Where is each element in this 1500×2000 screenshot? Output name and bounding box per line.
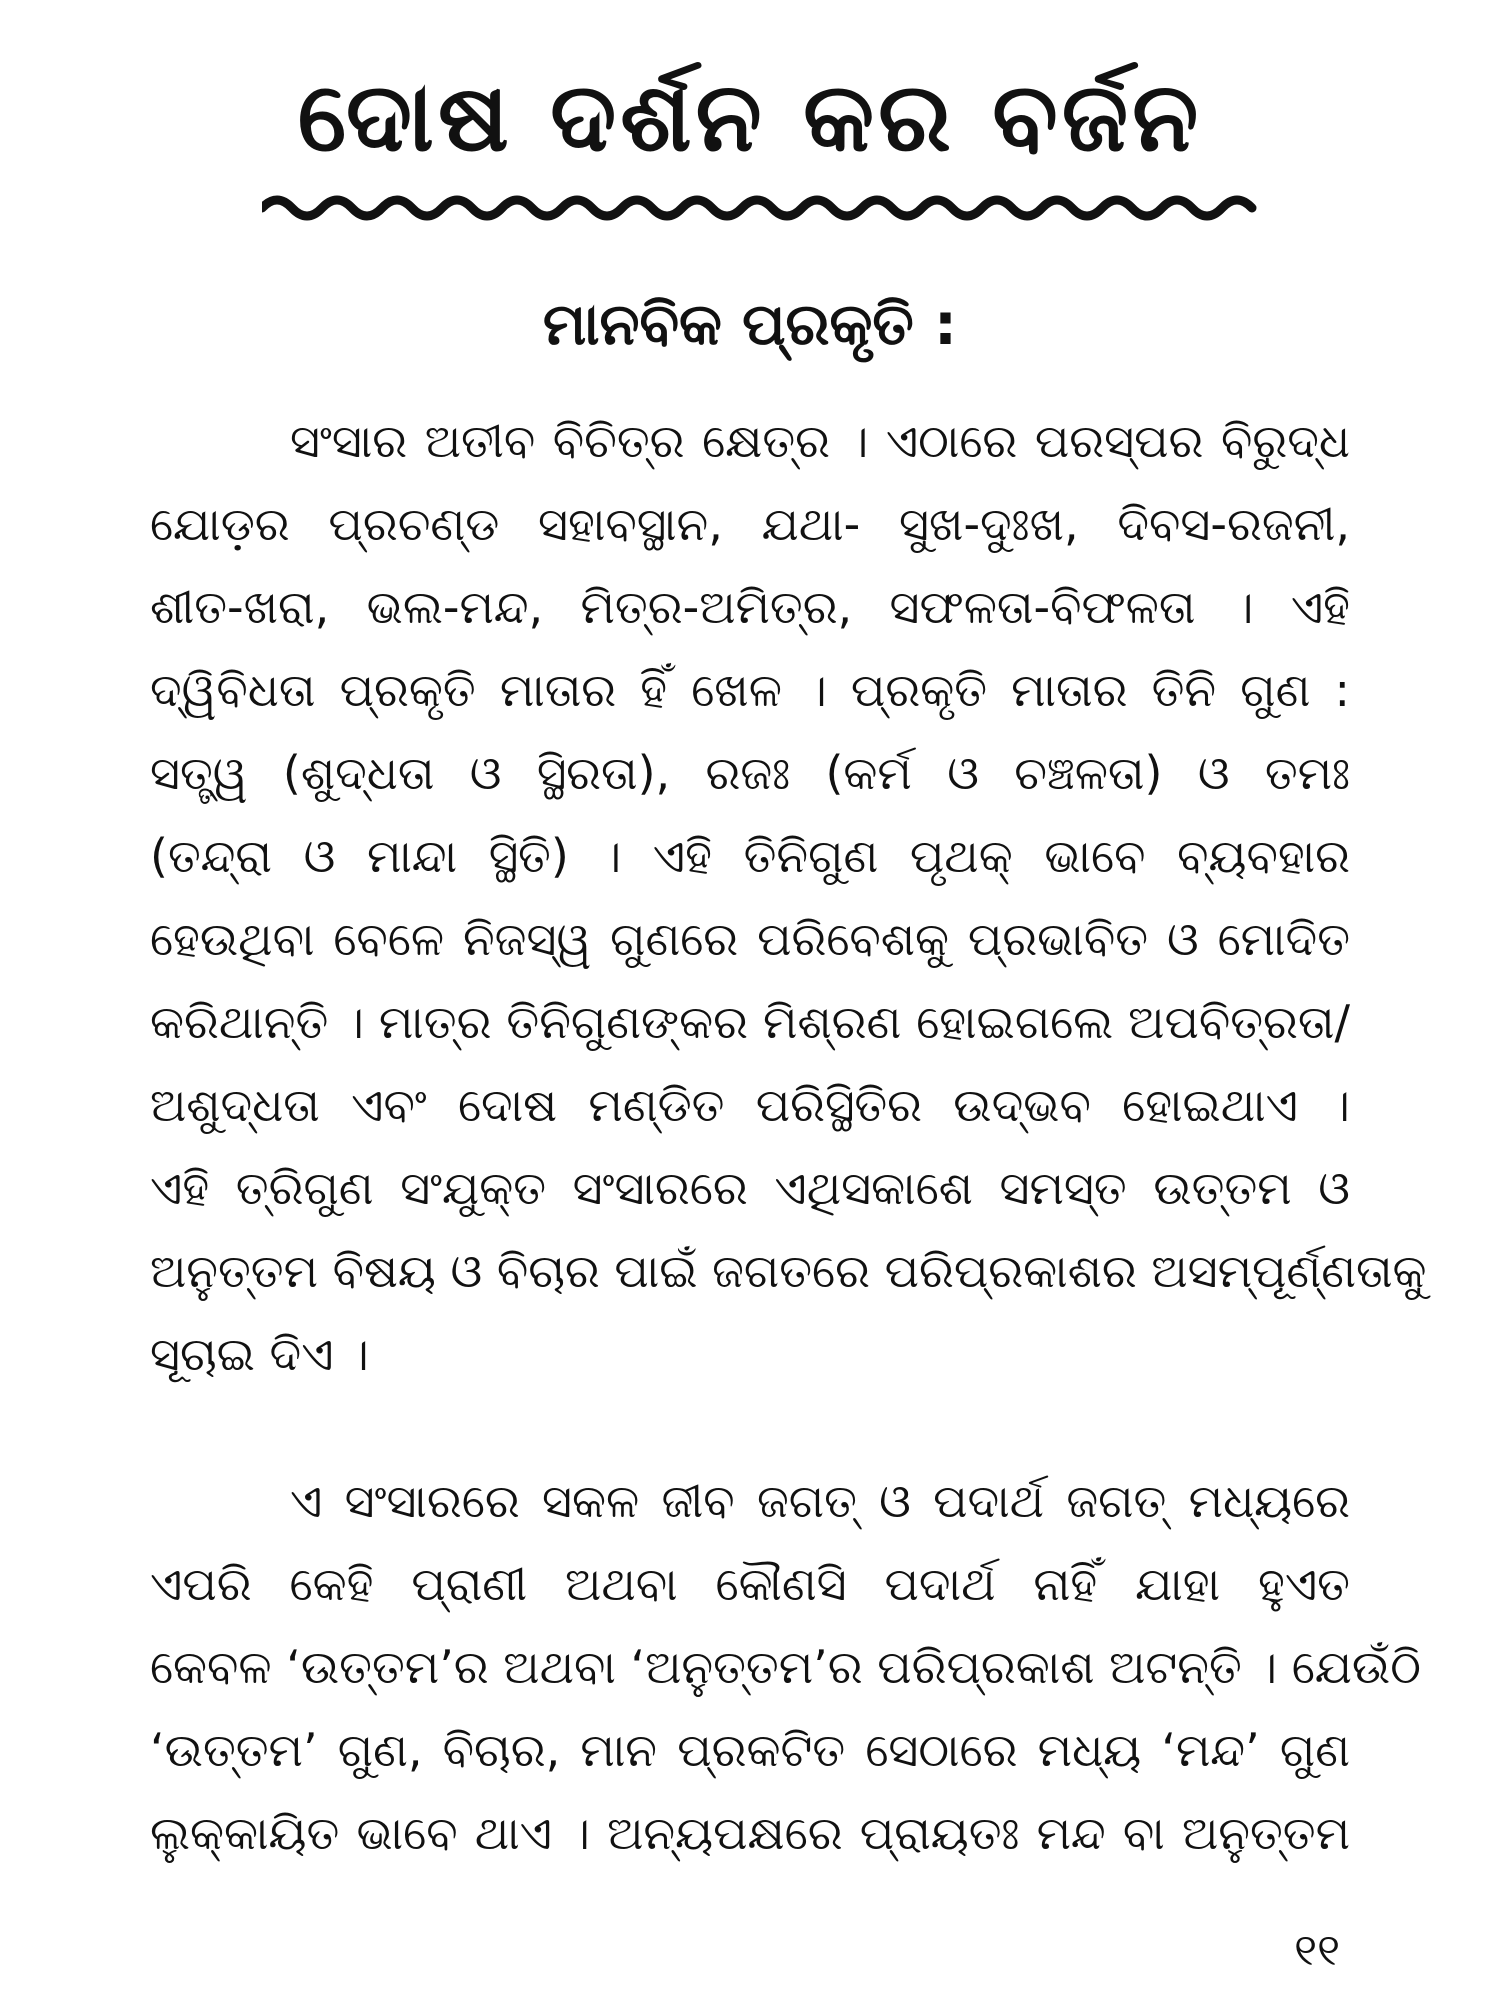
paragraph-line: (ତନ୍ଦ୍ରା ଓ ମାନ୍ଦା ସ୍ଥିତି) । ଏହି ତିନିଗୁଣ ପୃଥକ୍ ଭାବେ ବ୍ୟବହାର [150, 829, 1350, 883]
paragraph-line: ଲୁକ୍କାୟିତ ଭାବେ ଥାଏ । ଅନ୍ୟପକ୍ଷରେ ପ୍ରାୟତଃ ମନ୍ଦ ବା ଅନୁତ୍ତମ [150, 1806, 1350, 1860]
section-heading: ମାନବିକ ପ୍ରକୃତି : [542, 290, 958, 358]
paragraph-line: ହେଉଥିବା ବେଳେ ନିଜସ୍ୱ ଗୁଣରେ ପରିବେଶକୁ ପ୍ରଭାବିତ ଓ ମୋଦିତ [150, 912, 1350, 966]
chapter-title: ଦୋଷ ଦର୍ଶନ କର ବର୍ଜନ [297, 61, 1203, 173]
paragraph-line: ଦ୍ୱିବିଧତା ପ୍ରକୃତି ମାତାର ହିଁ ଖେଳ । ପ୍ରକୃତି ମାତାର ତିନି ଗୁଣ : [150, 663, 1350, 717]
paragraph-line: ଏହି ତ୍ରିଗୁଣ ସଂଯୁକ୍ତ ସଂସାରରେ ଏଥିସକାଶେ ସମସ୍ତ ଉତ୍ତମ ଓ [150, 1161, 1350, 1215]
paragraph-line: ଅଶୁଦ୍ଧତା ଏବଂ ଦୋଷ ମଣ୍ଡିତ ପରିସ୍ଥିତିର ଉଦ୍‌ଭବ ହୋଇଥାଏ । [150, 1078, 1350, 1132]
paragraph-line: କରିଥାନ୍ତି । ମାତ୍ର ତିନିଗୁଣଙ୍କର ମିଶ୍ରଣ ହୋଇଗଲେ ଅପବିତ୍ରତା/ [150, 995, 1350, 1049]
paragraph-1 [150, 400, 1427, 1396]
paragraph-line: ଅନୁତ୍ତମ ବିଷୟ ଓ ବିଚାର ପାଇଁ ଜଗତରେ ପରିପ୍ରକାଶର ଅସମ୍ପୂର୍ଣ୍ଣତାକୁ [150, 1244, 1427, 1298]
paragraph-line: ଏପରି କେହି ପ୍ରାଣୀ ଅଥବା କୌଣସି ପଦାର୍ଥ ନାହିଁ ଯାହା ହୁଏତ [150, 1557, 1350, 1611]
paragraph-line: ସୂଚାଇ ଦିଏ । [150, 1327, 369, 1381]
paragraph-line: ଯୋଡ଼ର ପ୍ରଚଣ୍ଡ ସହାବସ୍ଥାନ, ଯଥା- ସୁଖ-ଦୁଃଖ, ଦିବସ-ରଜନୀ, [150, 497, 1350, 551]
page-number: ୧୧ [1294, 1925, 1340, 1976]
paragraph-line: ସଂସାର ଅତୀବ ବିଚିତ୍ର କ୍ଷେତ୍ର । ଏଠାରେ ପରସ୍ପର ବିରୁଦ୍ଧ [290, 414, 1350, 468]
paragraph-line: କେବଳ ‘ଉତ୍ତମ’ର ଅଥବା ‘ଅନୁତ୍ତମ’ର ପରିପ୍ରକାଶ ଅଟନ୍ତି । ଯେଉଁଠି [150, 1640, 1421, 1694]
paragraph-2 [150, 1460, 1421, 1875]
wavy-underline-ornament [262, 188, 1262, 228]
paragraph-line: ଏ ସଂସାରରେ ସକଳ ଜୀବ ଜଗତ୍ ଓ ପଦାର୍ଥ ଜଗତ୍ ମଧ୍ୟରେ [290, 1474, 1350, 1528]
paragraph-line: ସତ୍ତ୍ୱ (ଶୁଦ୍ଧତା ଓ ସ୍ଥିରତା), ରଜଃ (କର୍ମ ଓ ଚଞ୍ଚଳତା) ଓ ତମଃ [150, 746, 1350, 800]
paragraph-line: ‘ଉତ୍ତମ’ ଗୁଣ, ବିଚାର, ମାନ ପ୍ରକଟିତ ସେଠାରେ ମଧ୍ୟ ‘ମନ୍ଦ’ ଗୁଣ [150, 1723, 1350, 1777]
paragraph-line: ଶୀତ-ଖରା, ଭଲ-ମନ୍ଦ, ମିତ୍ର-ଅମିତ୍ର, ସଫଳତା-ବିଫଳତା । ଏହି [150, 580, 1350, 634]
